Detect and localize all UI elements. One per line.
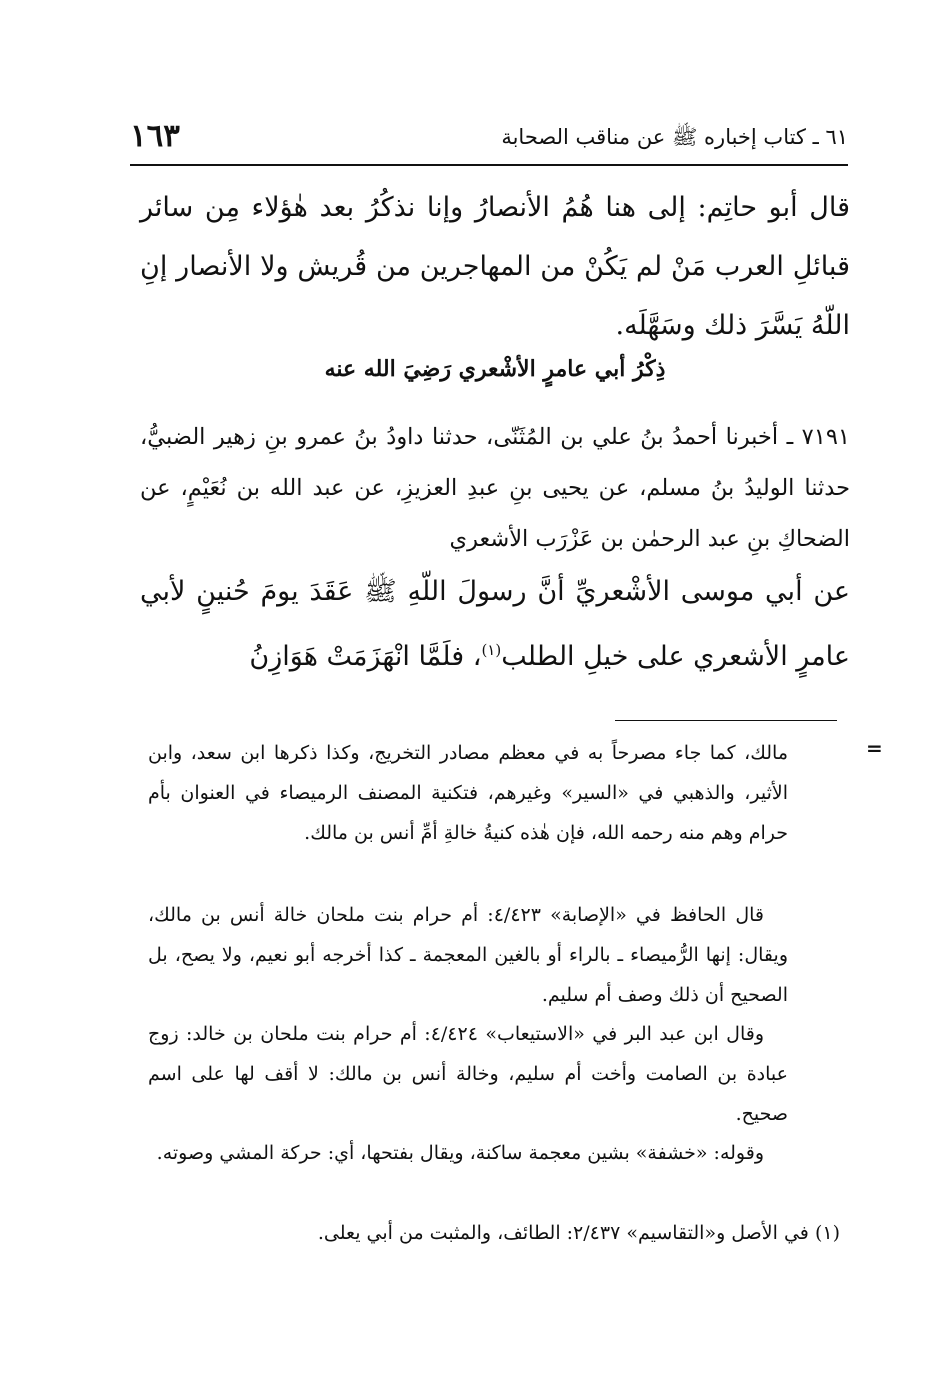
running-title: ٦١ ـ كتاب إخباره ﷺ عن مناقب الصحابة bbox=[501, 125, 848, 149]
section-heading: ذِكْرُ أبي عامرٍ الأشْعري رَضِيَ الله عنه bbox=[324, 356, 666, 382]
page-header bbox=[130, 118, 848, 166]
main-paragraph: قال أبو حاتِم: إلى هنا هُمُ الأنصارُ وإنا نذكُرُ بعد هٰؤلاء مِن سائر قبائلِ العرب مَنْ لم يَكُنْ من المهاجرين من قُريش ولا الأنصار إنِ اللّهُ يَسَّرَ ذلك وسَهَّلَه. bbox=[140, 192, 850, 341]
matn-text-before: عن أبي موسى الأشْعريِّ أنَّ رسولَ اللّهِ ﷺ عَقَدَ يومَ حُنينٍ لأبي عامرٍ الأشعري على خيلِ الطلب bbox=[140, 576, 850, 672]
footnote-paragraph: مالك، كما جاء مصرحاً به في معظم مصادر التخريج، وكذا ذكرها ابن سعد، وابن الأثير، والذهبي في «السير» وغيرهم، فتكنية المصنف الرميصاء في العنوان بأم حرام وهم منه رحمه الله، فإن هٰذه كنيةُ خالةِ أمِّ أنس بن مالك. bbox=[148, 742, 788, 844]
footnote-paragraph: وقوله: «خشفة» بشين معجمة ساكنة، ويقال بفتحها، أي: حركة المشي وصوته. bbox=[156, 1142, 764, 1164]
footnote-separator bbox=[615, 720, 837, 721]
continuation-mark: = bbox=[866, 736, 883, 760]
hadith-isnad: ٧١٩١ ـ أخبرنا أحمدُ بنُ علي بن المُثَنّى، حدثنا داودُ بنُ عمرو بنِ زهير الضبيُّ، حدثنا الوليدُ بنُ مسلم، عن يحيى بنِ عبدِ العزيزِ، عن عبد الله بن نُعَيْمٍ، عن الضحاكِ بنِ عبد الرحمٰن بن عَزْرَب الأشعري bbox=[140, 424, 850, 552]
matn-text-after: ، فلَمَّا انْهَزَمَتْ هَوَازِنُ bbox=[249, 641, 482, 672]
footnote-paragraph: وقال ابن عبد البر في «الاستيعاب» ٤/٤٢٤: أم حرام بنت ملحان بن خالد: زوج عبادة بن الصامت وأخت أم سليم، وخالة أنس بن مالك: لا أقف لها على اسم صحيح. bbox=[148, 1023, 788, 1125]
footnote-1 bbox=[180, 1213, 840, 1253]
hadith-matn bbox=[140, 562, 850, 686]
footnote-paragraph: قال الحافظ في «الإصابة» ٤/٤٢٣: أم حرام بنت ملحان خالة أنس بن مالك، ويقال: إنها الرُّميصاء ـ بالراء أو بالغين المعجمة ـ كذا أخرجه أبو نعيم، ولا يصح، بل الصحيح أن ذلك وصف أم سليم. bbox=[148, 904, 788, 1006]
footnote-reference: (١) bbox=[481, 641, 502, 659]
page-number: ١٦٣ bbox=[130, 118, 180, 154]
footnote-number: (١) bbox=[814, 1222, 840, 1244]
footnote-text: في الأصل و«التقاسيم» ٢/٤٣٧: الطائف، والمثبت من أبي يعلى. bbox=[317, 1222, 809, 1244]
